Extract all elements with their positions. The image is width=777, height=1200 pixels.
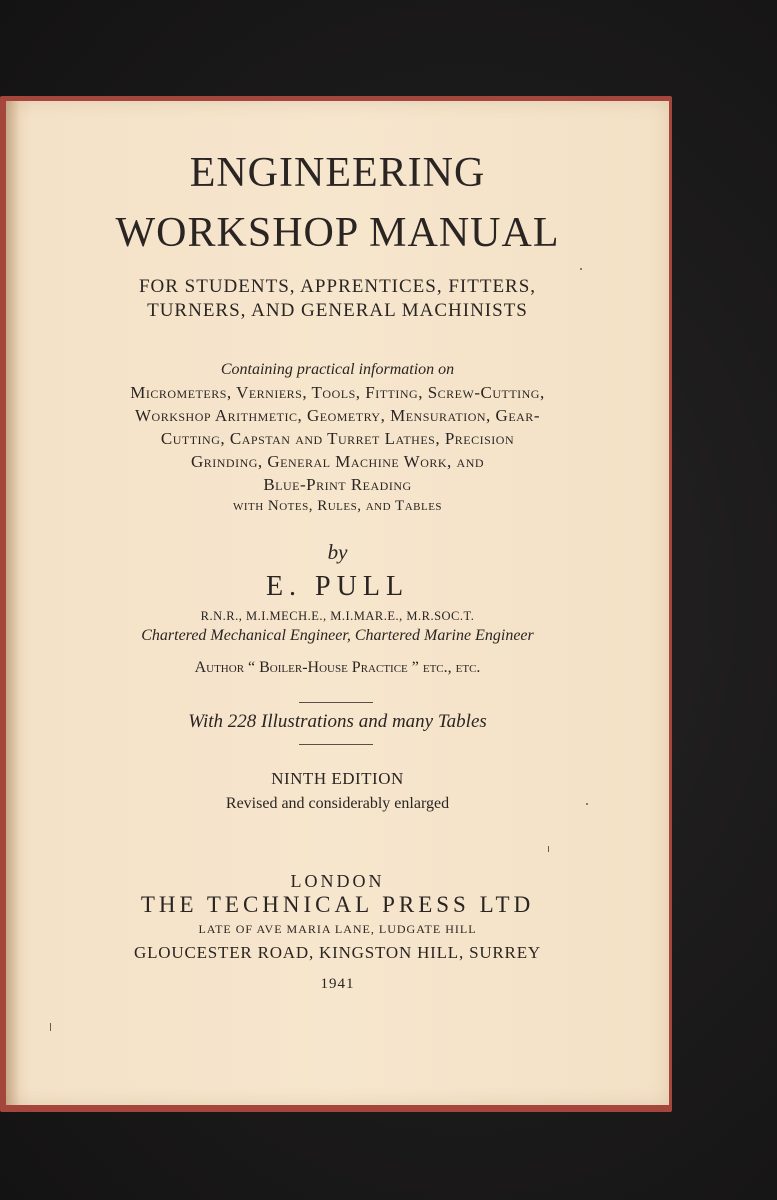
- imprint-publisher: THE TECHNICAL PRESS LTD: [140, 892, 535, 917]
- edition-label: NINTH EDITION: [271, 769, 404, 788]
- paper-speck: [586, 803, 588, 805]
- topic-line: Blue-Print Reading: [263, 475, 412, 494]
- author-name: E. PULL: [265, 571, 410, 602]
- paper-speck: [580, 268, 582, 270]
- edition-note: Revised and considerably enlarged: [225, 795, 450, 812]
- title-line-2: WORKSHOP MANUAL: [115, 210, 560, 256]
- illustrations-note: With 228 Illustrations and many Tables: [188, 711, 487, 732]
- subtitle-line-1: FOR STUDENTS, APPRENTICES, FITTERS,: [138, 276, 537, 297]
- by-label: by: [327, 540, 348, 564]
- divider-rule-bottom: [299, 744, 373, 745]
- contents-intro: Containing practical information on: [220, 361, 455, 378]
- topic-line: Cutting, Capstan and Turret Lathes, Precision: [160, 429, 515, 448]
- topic-line: Grinding, General Machine Work, and: [190, 452, 485, 471]
- notes-line: with Notes, Rules, and Tables: [232, 498, 443, 514]
- author-roles: Chartered Mechanical Engineer, Chartered Marine Engineer: [141, 627, 534, 644]
- paper-speck: [548, 846, 549, 852]
- imprint-address: GLOUCESTER ROAD, KINGSTON HILL, SURREY: [134, 943, 541, 962]
- author-previous-work: Author “ Boiler-House Practice ” etc., etc.: [194, 659, 481, 676]
- author-qualifications: R.N.R., M.I.MECH.E., M.I.MAR.E., M.R.SOC.T.: [200, 609, 475, 623]
- divider-rule-top: [299, 702, 373, 703]
- topics-list: [6, 381, 669, 496]
- title-line-1: ENGINEERING: [189, 150, 486, 196]
- topic-line: Workshop Arithmetic, Geometry, Mensuration, Gear-: [135, 406, 540, 425]
- imprint-year: 1941: [320, 976, 355, 992]
- imprint-former-address: LATE OF AVE MARIA LANE, LUDGATE HILL: [198, 922, 477, 936]
- imprint-city: LONDON: [290, 871, 385, 891]
- paper-speck: [50, 1023, 51, 1031]
- topic-line: Micrometers, Verniers, Tools, Fitting, Screw-Cutting,: [130, 383, 545, 402]
- subtitle-line-2: TURNERS, AND GENERAL MACHINISTS: [147, 300, 528, 321]
